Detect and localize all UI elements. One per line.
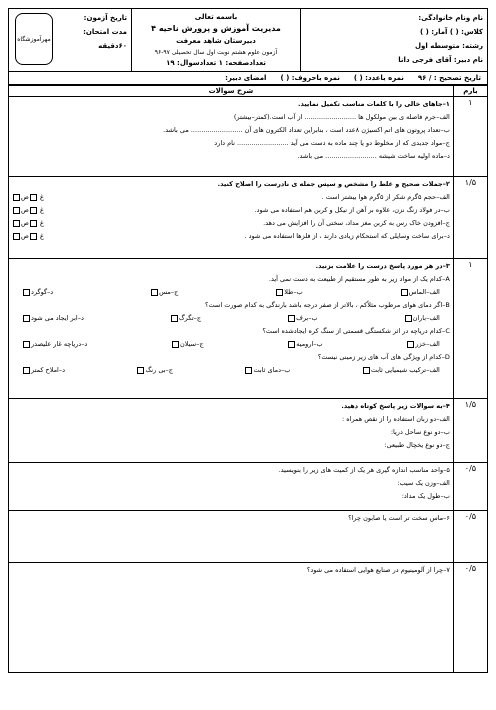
exam-title: آزمون علوم هشتم نوبت اول سال تحصیلی ۹۷-۹۶: [154, 49, 278, 56]
question-title: ۴–به سوالات زیر پاسخ کوتاه دهید.: [341, 402, 450, 410]
question-item: ج–دو نوع یخچال طبیعی:: [384, 441, 450, 449]
mc-question: A–کدام یک از مواد زیر به طور مستقیم از طبیعت به دست نمی آید.: [268, 275, 450, 283]
school-stamp: مهرآموزشگاه: [15, 13, 53, 65]
question-text: ۵–واحد مناسب اندازه گیری هر یک از کمیت های زیر را بنویسید.: [278, 466, 450, 474]
column-score-header: بارم: [453, 86, 487, 97]
option-label: د–ابر ایجاد می شود: [31, 314, 84, 322]
mc-options: [12, 286, 450, 299]
student-info: [301, 9, 488, 72]
true-label: ص: [21, 206, 29, 214]
checkbox[interactable]: [276, 289, 283, 296]
question-item: د–ماده اولیه ساخت شیشه ......................... می باشد.: [297, 152, 450, 160]
duration-label: مدت امتحان: ۶۰دقیقه: [83, 28, 127, 50]
bismillah: باسمه تعالی: [194, 13, 238, 21]
question-item: ب–طول یک مداد:: [401, 492, 450, 500]
tf-options: [12, 191, 44, 204]
checkbox[interactable]: [13, 194, 20, 201]
exam-header: [8, 8, 488, 72]
option-label: د–گوگرد: [31, 288, 54, 296]
checkbox[interactable]: [30, 233, 37, 240]
question-item: ب–تعداد پروتون های اتم اکسیژن ۸عدد است ، بنابراین تعداد الکترون های آن ......................... می باشد.: [163, 126, 450, 134]
question-score: ۰/۵: [453, 563, 487, 673]
question-item: الف–جرم فاصله ی بین مولکول ها ......................... از آب است.(کمتر–بیشتر): [233, 113, 450, 121]
question-item: ج–مواد جدیدی که از مخلوط دو یا چند ماده به دست می آید ......................... نام دارد: [214, 139, 450, 147]
question-item: ب–دو نوع ساحل دریا:: [390, 428, 450, 436]
checkbox[interactable]: [151, 289, 158, 296]
option-label: د–دریاچه غار علیصدر: [31, 340, 88, 348]
option-label: ب–طلا: [284, 288, 303, 296]
mc-question: B–اگر دمای هوای مرطوب مثلاًکم ، بالاتر از صفر درجه باشد بارندگی به کدام صورت است؟: [205, 301, 450, 309]
option-label: ب–ارومیه: [296, 340, 323, 348]
question-row: [9, 563, 488, 673]
option-label: ج–سیلان: [180, 340, 204, 348]
checkbox[interactable]: [13, 233, 20, 240]
tf-item-text: ج–افزودن خاک رس به کربن مغز مداد، سختی آن را افزایش می دهد.: [263, 219, 450, 227]
question-row: [9, 399, 488, 463]
true-label: ص: [21, 232, 29, 240]
question-text: ۶–ماس سخت تر است یا صابون چرا؟: [348, 514, 450, 522]
question-item: الف–وزن یک سیب:: [397, 479, 450, 487]
question-row: [9, 259, 488, 399]
question-title: ۲–جملات صحیح و غلط را مشخص و سپس جمله ی نادرست را اصلاح کنید.: [217, 180, 450, 188]
false-label: غ: [39, 206, 44, 214]
checkbox[interactable]: [30, 220, 37, 227]
question-score: ۱/۵: [453, 177, 487, 259]
option-label: الف–الماس: [408, 288, 440, 296]
question-text: ۷–چرا از آلومینیوم در صنایع هوایی استفاده می شود؟: [306, 566, 450, 574]
page-count: تعدادصفحه: ۱ تعدادسوال: ۱۹: [166, 59, 266, 67]
false-label: غ: [39, 193, 44, 201]
checkbox[interactable]: [30, 194, 37, 201]
score-number: نمره باعدد: ( ): [353, 74, 404, 82]
teacher-label: نام دبیر: آقای فرجی دانا: [398, 56, 483, 64]
questions-table: [8, 85, 488, 673]
name-label: نام ونام خانوادگی:: [418, 14, 483, 22]
checkbox[interactable]: [23, 341, 30, 348]
option-label: الف–ترکیب شیمیایی ثابت: [370, 366, 440, 374]
false-label: غ: [39, 219, 44, 227]
checkbox[interactable]: [23, 289, 30, 296]
mc-question: D–کدام از ویژگی های آب های زیر زمینی نیست؟: [317, 353, 450, 361]
checkbox[interactable]: [13, 220, 20, 227]
question-score: ۱/۵: [453, 399, 487, 463]
checkbox[interactable]: [13, 207, 20, 214]
checkbox[interactable]: [23, 367, 30, 374]
school-name: دبیرستان شاهد معرفت: [176, 37, 256, 45]
mc-options: [12, 364, 450, 377]
checkbox[interactable]: [288, 315, 295, 322]
question-body: [9, 177, 454, 259]
option-label: ب–دمای ثابت: [253, 366, 291, 374]
field-label: رشته: متوسطه اول: [414, 42, 483, 50]
question-body: [9, 563, 454, 673]
checkbox[interactable]: [171, 315, 178, 322]
question-body: [9, 259, 454, 399]
question-body: [9, 97, 454, 177]
question-item: الف–دو زبان استفاده را از نقص همراه :: [341, 415, 450, 423]
question-body: [9, 463, 454, 511]
tf-options: [12, 204, 44, 217]
checkbox[interactable]: [407, 341, 414, 348]
mc-options: [12, 312, 450, 325]
checkbox[interactable]: [245, 367, 252, 374]
checkbox[interactable]: [405, 315, 412, 322]
option-label: ب–برف: [296, 314, 318, 322]
exam-date-label: تاریخ آزمون:: [83, 14, 127, 22]
class-label: کلاس: ( ) آمار: ( ): [419, 28, 483, 36]
checkbox[interactable]: [288, 341, 295, 348]
school-info: [132, 9, 301, 72]
office-name: مدیریت آموزش و پرورش ناحیه ۴: [151, 24, 281, 33]
tf-item-text: د–برای ساخت وسایلی که استحکام زیادی دارند ، از فلزها استفاده می شود .: [244, 232, 450, 240]
checkbox[interactable]: [137, 367, 144, 374]
checkbox[interactable]: [363, 367, 370, 374]
exam-page: [8, 8, 488, 698]
tf-item: [12, 217, 450, 230]
tf-item-text: ب–در فولاد زنگ نزن، علاوه بر آهن از نیکل و کربن هم استفاده می شود.: [254, 206, 450, 214]
option-label: الف–خزر: [415, 340, 440, 348]
grading-row: [8, 72, 488, 85]
option-label: الف–باران: [412, 314, 440, 322]
true-label: ص: [21, 219, 29, 227]
option-label: ج–مس: [159, 288, 179, 296]
question-score: ۰/۵: [453, 511, 487, 563]
question-row: [9, 177, 488, 259]
tf-item: [12, 230, 450, 243]
question-body: [9, 399, 454, 463]
false-label: غ: [39, 232, 44, 240]
question-title: ۳–در هر مورد پاسخ درست را علامت بزنید.: [315, 262, 450, 270]
question-body: [9, 511, 454, 563]
tf-options: [12, 217, 44, 230]
checkbox[interactable]: [401, 289, 408, 296]
true-label: ص: [21, 193, 29, 201]
grading-date: تاریخ تصحیح : / ۹۶: [417, 74, 481, 82]
mc-options: [12, 338, 450, 351]
checkbox[interactable]: [172, 341, 179, 348]
tf-item: [12, 204, 450, 217]
column-questions-header: شرح سوالات: [9, 86, 454, 97]
checkbox[interactable]: [30, 207, 37, 214]
exam-meta: [9, 9, 132, 72]
tf-item: [12, 191, 450, 204]
tf-item-text: الف–حجم ۵گرم شکر از ۵گرم هوا بیشتر است .: [321, 193, 450, 201]
mc-question: C–کدام دریاچه در اثر شکستگی قسمتی از سنگ کره ایجادشده است؟: [262, 327, 450, 335]
question-score: ۰/۵: [453, 463, 487, 511]
option-label: ج–بی رنگ: [145, 366, 173, 374]
option-label: ج–تگرگ: [178, 314, 202, 322]
question-score: ۱: [453, 259, 487, 399]
question-title: ۱–جاهای خالی را با کلمات مناسب تکمیل نمایید.: [298, 100, 450, 108]
question-score: ۱: [453, 97, 487, 177]
question-row: [9, 463, 488, 511]
score-words: نمره باحروف: ( ): [280, 74, 340, 82]
checkbox[interactable]: [23, 315, 30, 322]
question-row: [9, 97, 488, 177]
tf-options: [12, 230, 44, 243]
option-label: د–املاح کمتر: [31, 366, 66, 374]
question-row: [9, 511, 488, 563]
teacher-signature: امضای دبیر:: [225, 74, 267, 82]
